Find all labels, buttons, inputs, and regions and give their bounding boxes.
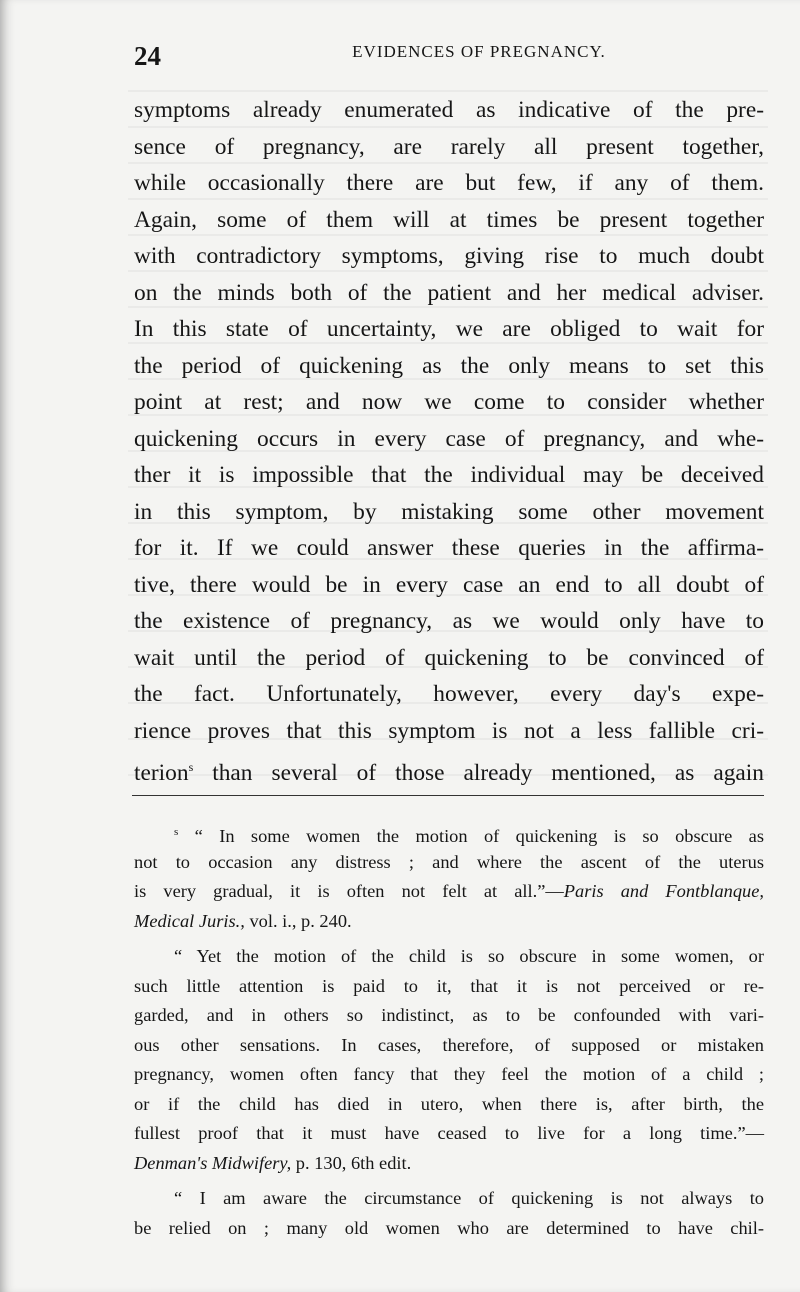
text-line: quickening occurs in every case of pregnancy, and whe- [134, 425, 764, 452]
footnote-line: fullest proof that it must have ceased to live for a long time.”— [134, 1123, 764, 1143]
text-line: for it. If we could answer these queries in the affirma- [134, 535, 764, 561]
page-header [134, 38, 764, 74]
footnote-line: Medical Juris., vol. i., p. 240. [134, 910, 352, 931]
text-line: on the minds both of the patient and her medical adviser. [134, 279, 764, 306]
text-line: the fact. Unfortunately, however, every day's expe- [134, 681, 764, 707]
text-line: the period of quickening as the only means to set this [134, 352, 764, 379]
text-line: In this state of uncertainty, we are obliged to wait for [134, 316, 764, 342]
footnote-line: not to occasion any distress ; and where the ascent of the uterus [134, 851, 764, 872]
footnote-line: “ I am aware the circumstance of quickening is not always to [174, 1188, 764, 1208]
footnote-line: Denman's Midwifery, p. 130, 6th edit. [134, 1152, 412, 1173]
footnote-line: “ Yet the motion of the child is so obscure in some women, or [174, 946, 764, 966]
text-line: point at rest; and now we come to consider whether [134, 389, 764, 415]
text-line: the existence of pregnancy, as we would only have to [134, 608, 764, 634]
text-line: tive, there would be in every case an end to all doubt of [134, 571, 764, 598]
text-line: with contradictory symptoms, giving rise to much doubt [134, 243, 764, 269]
citation: Medical Juris., [134, 910, 245, 931]
footnote-anchor-rest: than several of those already mentioned, as again [212, 759, 764, 786]
footnote-divider [132, 795, 764, 796]
footnote-line: is very gradual, it is often not felt at all.”—Paris and Fontblanque, [134, 881, 765, 901]
text-line [134, 749, 764, 786]
footnote-line: such little attention is paid to it, that it is not perceived or re- [134, 975, 764, 996]
page-number: 24 [134, 41, 161, 71]
text-line: in this symptom, by mistaking some other movement [134, 498, 764, 525]
footnote-line: garded, and in others so indistinct, as to be confounded with vari- [134, 1005, 764, 1025]
footnote-line: ous other sensations. In cases, therefore, of supposed or mistaken [134, 1034, 764, 1055]
main-text [134, 92, 764, 786]
text-line: symptoms already enumerated as indicative of the pre- [134, 97, 764, 123]
text-line: sence of pregnancy, are rarely all present together, [134, 133, 764, 160]
footnote-line: be relied on ; many old women who are determined to have chil- [134, 1217, 764, 1238]
text-line: wait until the period of quickening to be convinced of [134, 644, 764, 671]
text-line: Again, some of them will at times be present together [134, 206, 764, 233]
citation: Paris and Fontblanque, [563, 881, 765, 901]
footnote-anchor-word: terion [134, 759, 189, 786]
footnote-line: $^s$ “ In some women the motion of quickening is so obscure as [174, 826, 764, 847]
footnote-marker: s [174, 826, 179, 838]
text-line: while occasionally there are but few, if any of them. [134, 170, 764, 196]
footnote-line: or if the child has died in utero, when there is, after birth, the [134, 1093, 764, 1114]
citation: Denman's Midwifery, [134, 1152, 292, 1173]
footnote-line: pregnancy, women often fancy that they feel the motion of a child ; [134, 1064, 764, 1084]
footnote-reference: s [188, 760, 194, 774]
footnote [134, 818, 764, 1243]
text-line: ther it is impossible that the individual may be deceived [134, 462, 764, 488]
text-line: rience proves that this symptom is not a less fallible cri- [134, 717, 764, 744]
running-head: EVIDENCES OF PREGNANCY. [352, 42, 606, 61]
